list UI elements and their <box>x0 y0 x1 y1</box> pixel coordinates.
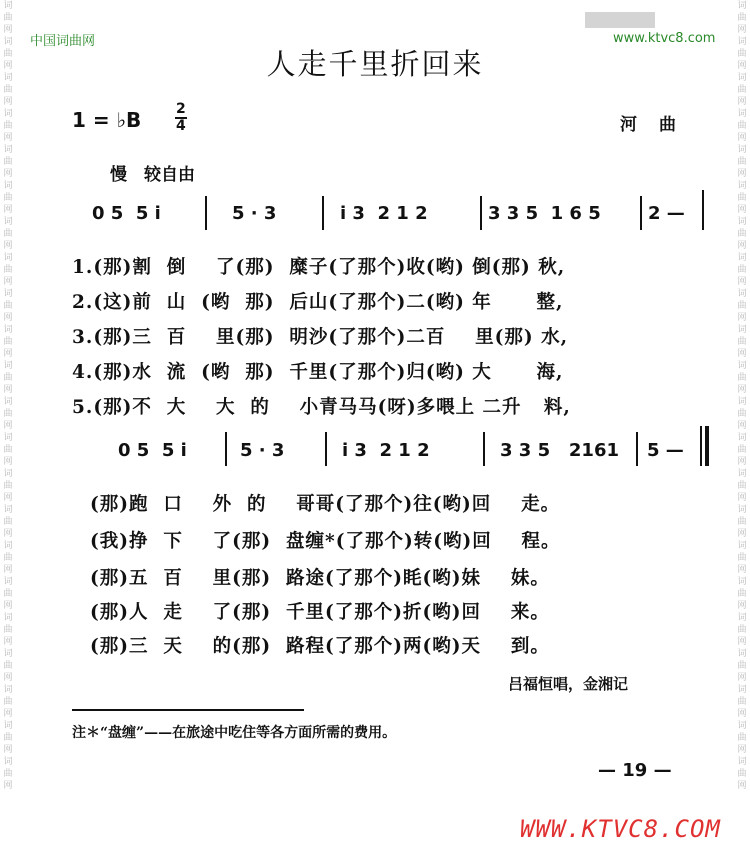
side-watermark-right: 词曲网词曲网词曲网词曲网词曲网词曲网词曲网词曲网词曲网词曲网词曲网词曲网词曲网词曲网词曲网词曲网词曲网词曲网词曲网词曲网词曲网词曲网 <box>737 1 747 791</box>
measure-2-3: i 3 2 1 2 <box>342 440 430 461</box>
page-number: — 19 — <box>598 760 672 781</box>
scan-smudge <box>585 12 655 28</box>
barline <box>480 196 482 230</box>
side-watermark-left: 词曲网词曲网词曲网词曲网词曲网词曲网词曲网词曲网词曲网词曲网词曲网词曲网词曲网词曲网词曲网词曲网词曲网词曲网词曲网词曲网词曲网词曲网 <box>3 1 13 791</box>
lyric-line: 5.(那)不 大 大 的 小青马马(呀)多喂上 二升 料, <box>72 397 571 418</box>
measure-2-1: 0 5 5 i <box>118 440 187 461</box>
time-signature <box>175 102 187 134</box>
footnote: 注＊“盘缠”——在旅途中吃住等各方面所需的费用。 <box>72 725 397 741</box>
watermark-top-right: www.ktvc8.com <box>613 31 716 46</box>
song-origin: 河曲 <box>620 115 698 135</box>
measure-1-4: 3 3 5 1 6 5 <box>488 203 601 224</box>
key-signature: 1 = ♭B <box>72 108 142 132</box>
barline <box>640 196 642 230</box>
measure-2-5: 5 — <box>647 440 684 461</box>
barline <box>322 196 324 230</box>
time-signature-top: 2 <box>176 101 186 117</box>
measure-1-5: 2 — <box>648 203 685 224</box>
barline <box>225 432 227 466</box>
measure-2-2: 5 · 3 <box>240 440 285 461</box>
lyric-line: (我)挣 下 了(那) 盘缠*(了那个)转(哟)回 程。 <box>90 531 561 552</box>
performer-credit: 吕福恒唱，金湘记 <box>508 675 629 693</box>
lyric-line: (那)人 走 了(那) 千里(了那个)折(哟)回 来。 <box>90 602 550 623</box>
footnote-divider <box>72 709 304 711</box>
final-barline <box>705 426 709 466</box>
song-title: 人走千里折回来 <box>266 47 484 81</box>
measure-2-4: 3 3 5 2161 <box>500 440 620 461</box>
measure-1-3: i 3 2 1 2 <box>340 203 428 224</box>
barline <box>205 196 207 230</box>
lyric-line: (那)五 百 里(那) 路途(了那个)眊(哟)妹 妹。 <box>90 568 550 589</box>
lyric-line: 2.(这)前 山 (哟 那) 后山(了那个)二(哟) 年 整, <box>72 292 564 313</box>
barline <box>636 432 638 466</box>
lyric-line: (那)三 天 的(那) 路程(了那个)两(哟)天 到。 <box>90 636 550 657</box>
lyric-line: 4.(那)水 流 (哟 那) 千里(了那个)归(哟) 大 海, <box>72 362 564 383</box>
tempo-marking: 慢 较自由 <box>110 165 195 185</box>
barline <box>702 190 704 230</box>
barline <box>483 432 485 466</box>
lyric-line: 1.(那)割 倒 了(那) 糜子(了那个)收(哟) 倒(那) 秋, <box>72 257 566 278</box>
barline <box>325 432 327 466</box>
measure-1-1: 0 5 5 i <box>92 203 161 224</box>
lyric-line: 3.(那)三 百 里(那) 明沙(了那个)二百 里(那) 水, <box>72 327 569 348</box>
watermark-bottom: WWW.KTVC8.COM <box>520 815 721 843</box>
barline <box>700 426 702 466</box>
time-signature-bottom: 4 <box>176 118 186 134</box>
lyric-line: (那)跑 口 外 的 哥哥(了那个)往(哟)回 走。 <box>90 494 561 515</box>
measure-1-2: 5 · 3 <box>232 203 277 224</box>
watermark-top-left: 中国词曲网 <box>30 34 96 49</box>
